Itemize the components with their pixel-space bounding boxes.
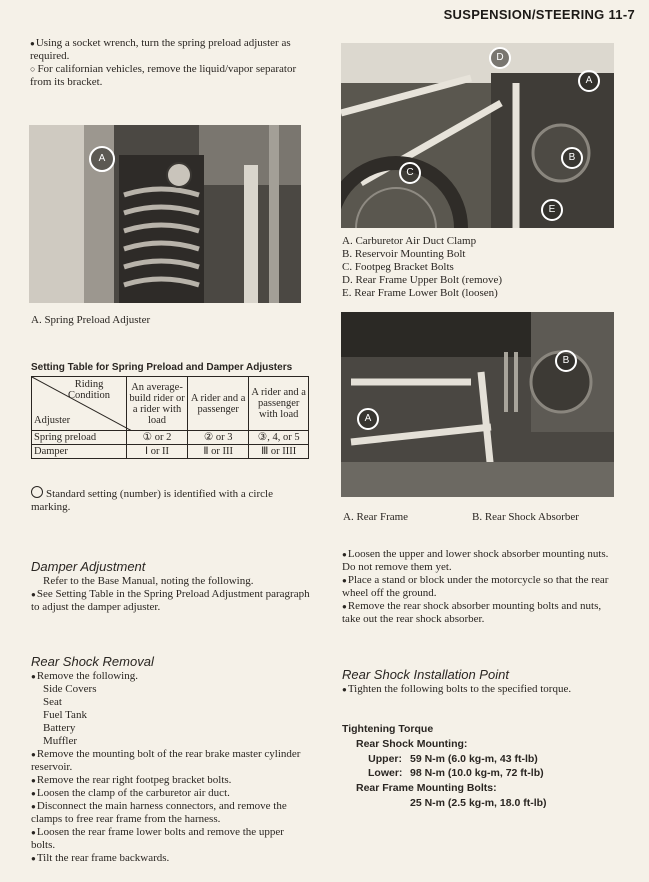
photo-rear-frame-bolts — [341, 43, 614, 228]
callout-a: A — [357, 408, 379, 430]
lower-value: 98 N-m (10.0 kg-m, 72 ft-lb) — [410, 767, 544, 779]
frame-value: 25 N-m (2.5 kg-m, 18.0 ft-lb) — [410, 797, 547, 809]
removal-heading: Rear Shock Removal — [31, 654, 154, 669]
photo-rear-shock-absorber — [341, 312, 614, 497]
list-item: Side Covers — [43, 683, 97, 695]
callout-d: D — [489, 47, 511, 69]
row-label: Spring preload — [32, 431, 127, 445]
upper-label: Upper: — [368, 753, 402, 765]
right-steps — [342, 548, 618, 626]
callout-b: B — [555, 350, 577, 372]
note-text: Standard setting (number) is identified with a circle marking. — [31, 488, 273, 513]
page-header: SUSPENSION/STEERING 11-7 — [443, 7, 635, 22]
caption-line: D. Rear Frame Upper Bolt (remove) — [342, 274, 503, 286]
intro-bullet-2: ○ For californian vehicles, remove the liquid/vapor separator from its bracket. — [30, 63, 312, 89]
removal-bullet-5: ● Disconnect the main harness connectors, and remove the clamps to free rear frame from the harness. — [31, 800, 307, 826]
caption-line: E. Rear Frame Lower Bolt (loosen) — [342, 287, 498, 299]
table-cell: Ⅱ or III — [187, 445, 248, 459]
caption-line: B. Reservoir Mounting Bolt — [342, 248, 466, 260]
figure3-caption-b: B. Rear Shock Absorber — [472, 511, 579, 523]
figure3-caption-a: A. Rear Frame — [343, 511, 409, 523]
figure2-captions — [342, 235, 614, 300]
torque-title: Tightening Torque — [342, 723, 434, 735]
removal-bullet-2: ● Remove the mounting bolt of the rear brake master cylinder reservoir. — [31, 748, 307, 774]
col2-header: A rider and a passenger — [187, 377, 248, 431]
install-bullet-1: ● Tighten the following bolts to the specified torque. — [342, 683, 618, 696]
intro-bullet-1: ● Using a socket wrench, turn the spring preload adjuster as required. — [30, 37, 312, 63]
corner-top: Riding Condition — [68, 379, 111, 401]
standard-setting-note — [31, 486, 311, 514]
list-item: Fuel Tank — [43, 709, 87, 721]
table-cell: Ⅰ or II — [127, 445, 188, 459]
damper-text — [31, 575, 311, 614]
step-bullet-2: ● Place a stand or block under the motorcycle so that the rear wheel off the ground. — [342, 574, 618, 600]
table-cell: ③, 4, or 5 — [249, 431, 309, 445]
circle-mark-icon — [31, 486, 43, 498]
mount-title: Rear Shock Mounting: — [356, 738, 468, 750]
frame-title: Rear Frame Mounting Bolts: — [356, 782, 497, 794]
caption-line: C. Footpeg Bracket Bolts — [342, 261, 454, 273]
row-label: Damper — [32, 445, 127, 459]
callout-a: A — [578, 70, 600, 92]
table-cell: Ⅲ or IIII — [249, 445, 309, 459]
col3-header: A rider and a passenger with load — [249, 377, 309, 431]
lower-label: Lower: — [368, 767, 403, 779]
damper-p1: Refer to the Base Manual, noting the following. — [43, 575, 254, 587]
step-bullet-3: ● Remove the rear shock absorber mounting bolts and nuts, take out the rear shock absorber. — [342, 600, 618, 626]
removal-text — [31, 670, 307, 865]
callout-a: A — [89, 146, 115, 172]
step-bullet-1: ● Loosen the upper and lower shock absorber mounting nuts. Do not remove them yet. — [342, 548, 618, 574]
intro-text — [30, 37, 312, 89]
upper-value: 59 N-m (6.0 kg-m, 43 ft-lb) — [410, 753, 538, 765]
damper-bullet-1: ● See Setting Table in the Spring Preload Adjustment paragraph to adjust the damper adjuster. — [31, 588, 311, 614]
install-heading: Rear Shock Installation Point — [342, 667, 509, 682]
removal-bullet-1: ● Remove the following. — [31, 670, 307, 683]
table-cell: ② or 3 — [187, 431, 248, 445]
setting-table — [31, 376, 309, 459]
list-item: Battery — [43, 722, 76, 734]
removal-bullet-7: ● Tilt the rear frame backwards. — [31, 852, 307, 865]
damper-heading: Damper Adjustment — [31, 559, 146, 574]
table-row — [32, 445, 309, 459]
figure1-caption: A. Spring Preload Adjuster — [31, 314, 151, 326]
col1-header: An average-build rider or a rider with load — [127, 377, 188, 431]
caption-line: A. Carburetor Air Duct Clamp — [342, 235, 477, 247]
table-row — [32, 431, 309, 445]
callout-c: C — [399, 162, 421, 184]
removal-bullet-6: ● Loosen the rear frame lower bolts and remove the upper bolts. — [31, 826, 307, 852]
list-item: Seat — [43, 696, 62, 708]
callout-b: B — [561, 147, 583, 169]
callout-e: E — [541, 199, 563, 221]
table-cell: ① or 2 — [127, 431, 188, 445]
table-title: Setting Table for Spring Preload and Damper Adjusters — [31, 362, 293, 373]
corner-bottom: Adjuster — [34, 415, 71, 426]
removal-bullet-3: ● Remove the rear right footpeg bracket bolts. — [31, 774, 307, 787]
removal-bullet-4: ● Loosen the clamp of the carburetor air duct. — [31, 787, 307, 800]
photo-spring-preload-adjuster — [29, 125, 301, 303]
corner-cell — [32, 377, 127, 431]
list-item: Muffler — [43, 735, 78, 747]
